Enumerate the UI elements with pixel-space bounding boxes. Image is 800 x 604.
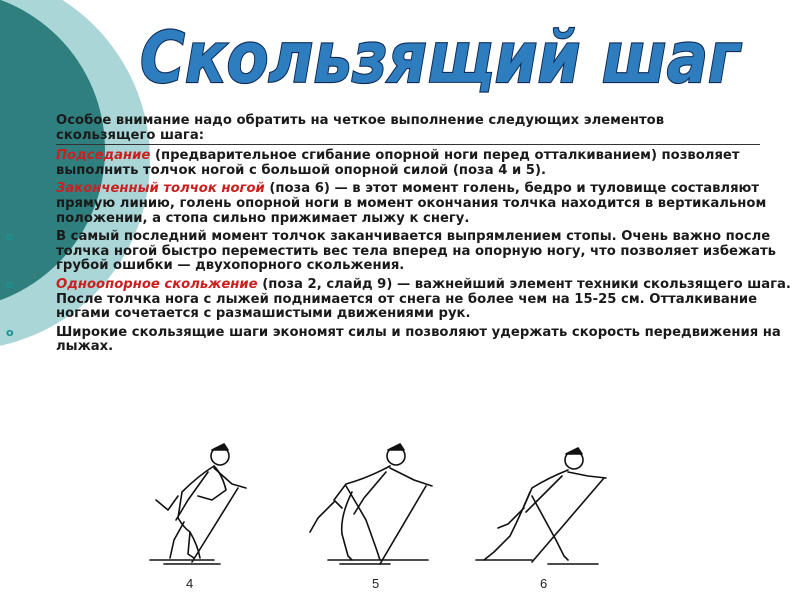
term-podsedanie: Подседание	[56, 148, 151, 164]
wide-steps-text: Широкие скользящие шаги экономят силы и позволяют удержать скорость передвижения на лыжах.	[56, 324, 781, 355]
tolchok-text: (поза 6) — в этот момент голень, бедро и туловище составляют прямую линию, голень опорной ноги в момент окончания толчка находится в вертикальном положении, а стопа сильно прижимает лыжу к снегу.	[56, 181, 767, 226]
pose-label-6: 6	[540, 576, 548, 591]
skier-pose-6-icon	[476, 448, 606, 591]
intro-paragraph	[56, 114, 760, 145]
bullet-icon: o	[6, 277, 14, 291]
skier-pose-4-icon	[150, 444, 246, 591]
single-support-text: (поза 2, слайд 9) — важнейший элемент техники скользящего шага. После толчка нога с лыжей поднимается от снега не более чем на 15-25 см. Отталкивание ногами сочетается с размашистыми движениями рук.	[56, 276, 791, 322]
paragraph-wide-steps	[6, 324, 792, 355]
final-push-text: В самый последний момент толчок заканчивается выпрямлением стопы. Очень важно после толчка ногой быстро переместить вес тела вперед на опорную ногу, что позволяет избежать грубой ошибки — двухопорного скольжения.	[56, 229, 776, 274]
content-body	[6, 113, 792, 359]
skier-illustration	[128, 436, 608, 600]
pose-label-4: 4	[186, 576, 194, 591]
term-single-support: Одноопорное скольжение	[56, 276, 258, 292]
pose-label-5: 5	[372, 576, 380, 591]
skier-pose-5-icon	[310, 444, 432, 591]
paragraph-final-push	[6, 229, 792, 274]
slide-title	[120, 2, 760, 102]
term-tolchok: Законченный толчок ногой	[56, 181, 265, 197]
intro-text: Особое внимание надо обратить на четкое выполнение следующих элементов скользящего шага:	[56, 113, 665, 143]
bullet-icon: o	[6, 325, 14, 339]
paragraph-single-support	[6, 276, 792, 322]
paragraph-tolchok	[56, 182, 792, 226]
slide-title-text: Скользящий шаг	[140, 17, 743, 99]
podsedanie-text: (предварительное сгибание опорной ноги перед отталкиванием) позволяет выполнить толчок ногой с большой опорной силой (поза 4 и 5).	[56, 148, 740, 178]
paragraph-podsedanie	[56, 149, 792, 178]
bullet-icon: o	[6, 230, 14, 244]
